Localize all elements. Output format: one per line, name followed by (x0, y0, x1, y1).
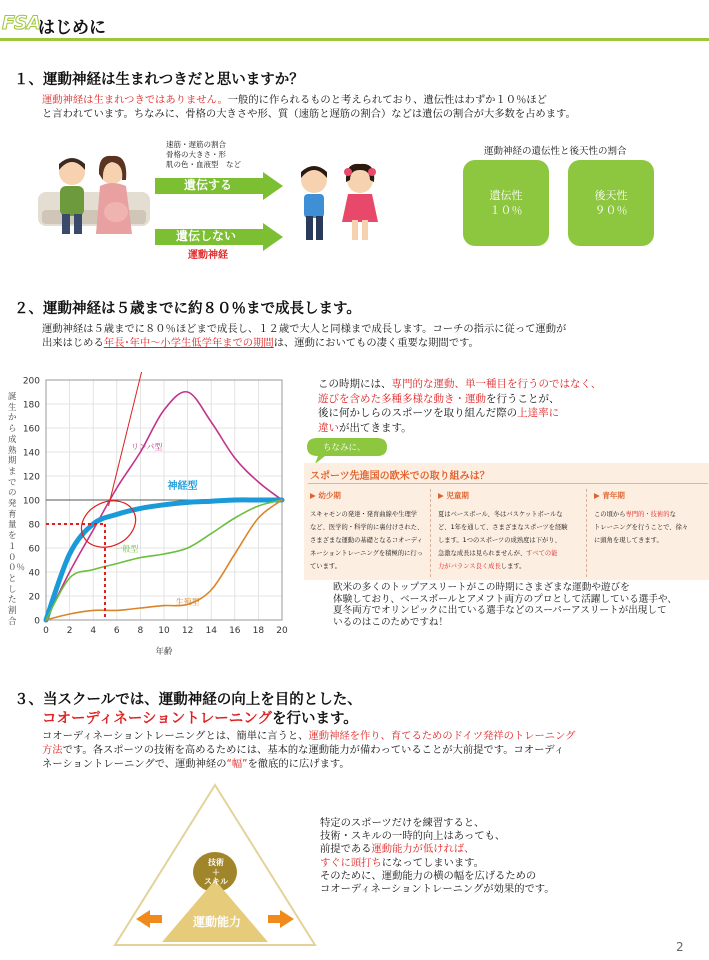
speech-bubble-text: ちなみに、 (323, 443, 366, 453)
section2-heading: ２、運動神経は５歳までに約８０％まで成長します。 (14, 301, 361, 317)
col-early-heading: ▶ 幼少期 (310, 491, 341, 500)
x-tick-label: 10 (158, 626, 170, 636)
section3-heading-rest: を行います。 (271, 711, 358, 727)
y-tick-label: 60 (28, 544, 40, 555)
section3-heading-red: コオーディネーショントレーニング (42, 711, 272, 727)
col-line: します。1つのスポーツの成熟度は下がり、 (438, 537, 561, 544)
col-line: トレーニングを行うことで、徐々 (594, 524, 689, 531)
logo: FSA (2, 12, 41, 34)
section2-para2 (42, 337, 479, 351)
text-line (320, 870, 555, 883)
bottom-line: 体験しており、ベースボールとアメフト両方のプロとして活躍している選手や、 (333, 593, 677, 605)
text-line (318, 377, 601, 392)
col-line (594, 508, 709, 521)
ratio-title: 運動神経の遺伝性と後天性の割合 (484, 146, 627, 157)
s3p3-b: を徹底的に広げます。 (247, 758, 350, 770)
x-tick-label: 4 (90, 626, 97, 636)
acquired-box-label: 後天性 (594, 189, 628, 202)
pyramid-top-1: 技術 (208, 858, 224, 867)
section3-para2 (42, 744, 564, 758)
text-segment: 上達率に (517, 407, 560, 419)
col-line (438, 547, 588, 560)
section2-para2-b: は、運動においてもの凄く重要な期間です。 (273, 337, 479, 349)
y-tick-label: 0 (34, 616, 40, 627)
col-line: 夏はベースボール、冬はバスケットボールな (438, 511, 563, 518)
col-line-red2: 力がバランス良く成長 (438, 563, 501, 570)
scammon-growth-chart (0, 372, 300, 660)
col-line: ネーショントレーニングを積極的に行っ (310, 550, 423, 557)
x-tick-label: 20 (276, 626, 288, 636)
col-line-a: 急激な成長は見られませんが、 (438, 550, 527, 557)
page-number: 2 (676, 940, 684, 954)
arrow-inherited-label: 遺伝する (184, 178, 233, 192)
col-child-heading: ▶ 児童期 (438, 491, 469, 500)
section3-heading: ３、当スクールでは、運動神経の向上を目的とした、 (14, 692, 362, 708)
text-segment: 遊びを含めた多種多様な動き・運動 (318, 392, 486, 405)
text-line (320, 857, 555, 870)
section3-para1 (42, 730, 575, 744)
y-tick-label: 140 (22, 448, 40, 459)
chart-ylabel: 誕生から成熟期までの発育量を１００％とした割合 (8, 392, 26, 627)
note-line: 速筋・遅筋の割合 (166, 140, 226, 149)
y-tick-label: 160 (22, 424, 40, 435)
y-tick-label: 20 (28, 592, 40, 603)
y-tick-label: 80 (28, 520, 40, 531)
note-line: 骨格の大きさ・形 (166, 150, 226, 159)
text-line (320, 883, 555, 896)
x-tick-label: 18 (252, 626, 265, 636)
section1-heading: １、運動神経は生まれつきだと思いますか？ (14, 72, 304, 88)
col-line: さまざまな運動の基礎となるコオーディ (310, 537, 423, 544)
col-line-a: この頃から (594, 511, 626, 518)
section2-bottom-text (333, 582, 677, 628)
heredity-box (463, 160, 549, 246)
section1-para1 (42, 94, 547, 108)
x-tick-label: 12 (181, 626, 194, 636)
pyramid-top-label (199, 858, 233, 887)
text-segment: 違い (318, 421, 339, 434)
bottom-line: 欧米の多くのトップアスリートがこの時期にさまざまな運動や遊びを (333, 582, 630, 593)
y-tick-label: 200 (22, 376, 40, 387)
text-line (318, 421, 601, 436)
text-segment: すぐに頭打ち (320, 856, 382, 869)
western-practice-panel (304, 463, 709, 580)
col-line (438, 560, 588, 573)
panel-col-child (438, 489, 588, 573)
col-line: など、医学的・科学的に裏付けされた、 (310, 524, 424, 531)
panel-col-sep (430, 489, 431, 577)
note-line: 肌の色・血液型 など (166, 160, 241, 169)
text-line (320, 817, 555, 830)
acquired-box-value: ９０％ (594, 204, 628, 217)
col-line: に頭角を現してきます。 (594, 537, 663, 544)
text-segment: 前提である (320, 843, 372, 856)
section1-para1-rest: 一般的に作られるものと考えられており、遺伝性はわずか１０％ほど (227, 94, 547, 106)
text-segment: そのために、運動能力の横の幅を広げるための (320, 869, 537, 882)
section2-para2-a: 出来はじめる (42, 337, 104, 349)
s3p1-a: コオーディネーショントレーニングとは、簡単に言うと、 (42, 730, 309, 742)
col-line-red: すべての能 (526, 550, 558, 557)
text-segment: 後に何かしらのスポーツを取り組んだ際の (318, 407, 518, 419)
text-segment: を行うことが、 (486, 392, 560, 405)
section3-heading-2 (42, 707, 358, 728)
pyramid-top-2: ＋ (212, 867, 220, 877)
x-tick-label: 0 (43, 626, 49, 636)
section1-para2: と言われています。ちなみに、骨格の大きさや形、質（速筋と遅筋の割合）などは遺伝の割合が大多数を占めます。 (42, 108, 576, 120)
pyramid-bottom-label: 運動能力 (192, 915, 241, 929)
annotation-pointer-line (109, 372, 144, 506)
col-line-red: 専門的・技術的 (625, 511, 670, 518)
section2-right-text (318, 377, 601, 435)
parents-illustration (36, 150, 152, 240)
text-segment: が出てきます。 (339, 421, 412, 434)
bottom-line: 夏冬両方でオリンピックに出ている選手などのスーパーアスリートが出現して (333, 605, 667, 617)
text-segment: 技術・スキルの一時的向上はあっても、 (320, 830, 506, 843)
x-tick-label: 8 (137, 626, 144, 636)
page-title: はじめに (38, 18, 106, 38)
text-line (320, 843, 555, 856)
text-segment: 特定のスポーツだけを練習すると、 (320, 817, 485, 829)
x-tick-label: 16 (229, 626, 241, 636)
x-tick-label: 6 (113, 626, 120, 636)
y-tick-label: 40 (28, 568, 40, 579)
text-segment: コオーディネーショントレーニングが効果的です。 (320, 883, 555, 896)
col-line: ど、1年を通して、さまざまなスポーツを経験 (438, 524, 568, 531)
panel-col-early (310, 489, 430, 573)
x-tick-label: 2 (66, 626, 73, 636)
section3-para3 (42, 758, 350, 772)
heredity-note (166, 140, 241, 170)
series-label: 神経型 (167, 481, 198, 493)
text-segment: 専門的な運動、単一種目を行うのではなく、 (391, 378, 602, 390)
x-tick-label: 14 (205, 626, 217, 636)
series-label: 生殖型 (175, 597, 200, 607)
arrow-not-inherited-label: 遺伝しない (176, 229, 237, 243)
text-line (318, 392, 601, 407)
col-line-b: な (669, 511, 676, 518)
series-label: リンパ型 (130, 442, 163, 452)
s3p2-rest: です。各スポーツの技術を高めるためには、基本的な運動能力が備わっていることが大前提です。コオーディ (62, 744, 565, 756)
y-tick-label: 100 (22, 496, 40, 507)
col-line: ています。 (310, 563, 341, 570)
section2-para1: 運動神経は５歳までに８０％ほどまで成長し、１２歳で大人と同様まで成長します。コーチの指示に従って運動が (42, 323, 567, 335)
pyramid-top-3: スキル (204, 877, 228, 886)
col-line: スキャモンの発達・発育曲線や生理学 (310, 511, 418, 518)
panel-col-sep (586, 489, 587, 577)
panel-title: スポーツ先進国の欧米での取り組みは？ (310, 471, 490, 482)
series-label: 一般型 (114, 544, 139, 554)
section2-para2-red: 年長･年中～小学生低学年までの期間 (103, 337, 274, 349)
panel-col-youth (594, 489, 709, 547)
y-tick-label: 120 (22, 472, 40, 483)
acquired-box (568, 160, 654, 246)
children-illustration (290, 160, 386, 246)
s3p2-red: 方法 (42, 744, 63, 756)
text-line (320, 830, 555, 843)
heredity-box-label: 遺伝性 (489, 189, 523, 202)
text-segment: この時期には、 (318, 378, 392, 390)
panel-divider (308, 483, 708, 484)
text-line (318, 406, 601, 421)
x-axis-label: 年齢 (155, 647, 173, 657)
col-youth-heading: ▶ 青年期 (594, 491, 625, 500)
section1-para1-red: 運動神経は生まれつきではありません。 (42, 94, 228, 106)
bottom-line: いるのはこのためですね！ (333, 616, 449, 628)
s3p3-red: “幅” (226, 758, 248, 770)
header-divider (0, 38, 709, 41)
col-line-end: します。 (500, 563, 526, 570)
header (0, 0, 709, 44)
y-tick-label: 180 (22, 400, 40, 411)
text-segment: になってしまいます。 (381, 856, 484, 869)
section3-right-text (320, 817, 555, 896)
text-segment: 運動能力が低ければ、 (371, 843, 475, 856)
s3p3-a: ネーショントレーニングで、運動神経の (42, 758, 227, 770)
arrow-not-inherited-sub: 運動神経 (188, 250, 228, 261)
heredity-box-value: １０％ (489, 204, 523, 217)
s3p1-red: 運動神経を作り、育てるためのドイツ発祥のトレーニング (308, 730, 576, 742)
